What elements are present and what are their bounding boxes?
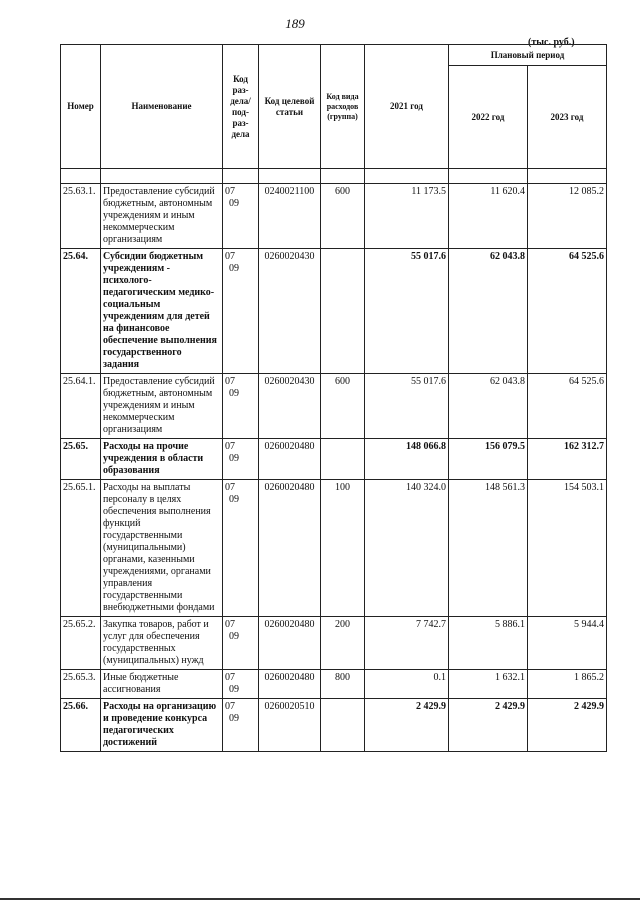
row-target-code: 0260020430 xyxy=(259,249,321,374)
units-note: (тыс. руб.) xyxy=(528,37,575,48)
row-value-2022: 62 043.8 xyxy=(449,374,528,439)
row-value-2022: 156 079.5 xyxy=(449,439,528,480)
header-number: Номер xyxy=(61,45,101,169)
razdel-code: 07 xyxy=(225,482,235,493)
row-value-2022: 148 561.3 xyxy=(449,480,528,617)
row-expense-type: 100 xyxy=(321,480,365,617)
podrazdel-code: 09 xyxy=(229,494,239,505)
row-value-2021: 148 066.8 xyxy=(365,439,449,480)
razdel-code: 07 xyxy=(225,376,235,387)
podrazdel-code: 09 xyxy=(229,388,239,399)
header-spacer xyxy=(61,169,607,184)
podrazdel-code: 09 xyxy=(229,263,239,274)
row-name: Субсидии бюджетным учреждениям - психолого-педагогическим медико-социальным учреждениям для детей на финансовое обеспечение выполнения государственного задания xyxy=(101,249,223,374)
table-row xyxy=(61,480,607,617)
row-value-2023: 64 525.6 xyxy=(528,374,607,439)
row-number: 25.65. xyxy=(61,439,101,480)
row-expense-type xyxy=(321,249,365,374)
row-section-code xyxy=(223,374,259,439)
row-value-2023: 2 429.9 xyxy=(528,699,607,752)
row-value-2023: 154 503.1 xyxy=(528,480,607,617)
table-row xyxy=(61,670,607,699)
razdel-code: 07 xyxy=(225,441,235,452)
header-year-2022: 2022 год xyxy=(449,66,528,169)
table-row xyxy=(61,439,607,480)
table-row xyxy=(61,249,607,374)
row-expense-type xyxy=(321,699,365,752)
row-number: 25.64.1. xyxy=(61,374,101,439)
row-name: Закупка товаров, работ и услуг для обеспечения государственных (муниципальных) нужд xyxy=(101,617,223,670)
row-number: 25.64. xyxy=(61,249,101,374)
row-section-code xyxy=(223,184,259,249)
razdel-code: 07 xyxy=(225,186,235,197)
row-name: Иные бюджетные ассигнования xyxy=(101,670,223,699)
row-value-2022: 62 043.8 xyxy=(449,249,528,374)
row-name: Расходы на организацию и проведение конкурса педагогических достижений xyxy=(101,699,223,752)
header-year-2023: 2023 год xyxy=(528,66,607,169)
razdel-code: 07 xyxy=(225,701,235,712)
row-value-2022: 5 886.1 xyxy=(449,617,528,670)
row-value-2021: 55 017.6 xyxy=(365,374,449,439)
row-section-code xyxy=(223,670,259,699)
row-target-code: 0260020510 xyxy=(259,699,321,752)
row-target-code: 0260020480 xyxy=(259,617,321,670)
podrazdel-code: 09 xyxy=(229,713,239,724)
row-value-2021: 55 017.6 xyxy=(365,249,449,374)
bottom-border xyxy=(0,898,640,900)
budget-table xyxy=(60,44,607,752)
row-value-2023: 1 865.2 xyxy=(528,670,607,699)
table-row xyxy=(61,617,607,670)
row-target-code: 0260020480 xyxy=(259,480,321,617)
podrazdel-code: 09 xyxy=(229,198,239,209)
row-value-2021: 140 324.0 xyxy=(365,480,449,617)
table-body xyxy=(61,184,607,752)
row-value-2021: 2 429.9 xyxy=(365,699,449,752)
podrazdel-code: 09 xyxy=(229,684,239,695)
row-expense-type: 600 xyxy=(321,184,365,249)
row-number: 25.65.3. xyxy=(61,670,101,699)
table-row xyxy=(61,699,607,752)
table-row xyxy=(61,184,607,249)
podrazdel-code: 09 xyxy=(229,631,239,642)
row-number: 25.65.1. xyxy=(61,480,101,617)
row-expense-type: 600 xyxy=(321,374,365,439)
row-name: Предоставление субсидий бюджетным, автономным учреждениям и иным некоммерческим организациям xyxy=(101,374,223,439)
row-number: 25.65.2. xyxy=(61,617,101,670)
header-plan-period: Плановый период xyxy=(449,45,607,66)
row-value-2023: 64 525.6 xyxy=(528,249,607,374)
row-expense-type: 200 xyxy=(321,617,365,670)
row-section-code xyxy=(223,617,259,670)
row-section-code xyxy=(223,699,259,752)
row-target-code: 0260020480 xyxy=(259,670,321,699)
row-value-2021: 11 173.5 xyxy=(365,184,449,249)
row-target-code: 0260020430 xyxy=(259,374,321,439)
razdel-code: 07 xyxy=(225,672,235,683)
row-name: Предоставление субсидий бюджетным, автономным учреждениям и иным некоммерческим организациям xyxy=(101,184,223,249)
table-header xyxy=(61,45,607,184)
page-number: 189 xyxy=(285,16,305,31)
row-section-code xyxy=(223,480,259,617)
razdel-code: 07 xyxy=(225,619,235,630)
row-expense-type: 800 xyxy=(321,670,365,699)
row-number: 25.63.1. xyxy=(61,184,101,249)
row-section-code xyxy=(223,249,259,374)
header-section-code: Код раз-дела/ под-раз-дела xyxy=(223,45,259,169)
header-year-2021: 2021 год xyxy=(365,45,449,169)
header-name: Наименование xyxy=(101,45,223,169)
row-number: 25.66. xyxy=(61,699,101,752)
row-target-code: 0240021100 xyxy=(259,184,321,249)
razdel-code: 07 xyxy=(225,251,235,262)
row-target-code: 0260020480 xyxy=(259,439,321,480)
row-value-2021: 0.1 xyxy=(365,670,449,699)
row-value-2023: 5 944.4 xyxy=(528,617,607,670)
header-target-code: Код целевой статьи xyxy=(259,45,321,169)
row-name: Расходы на прочие учреждения в области образования xyxy=(101,439,223,480)
table-row xyxy=(61,374,607,439)
row-value-2022: 2 429.9 xyxy=(449,699,528,752)
row-value-2022: 11 620.4 xyxy=(449,184,528,249)
header-expense-type: Код вида расходов (группа) xyxy=(321,45,365,169)
row-value-2023: 12 085.2 xyxy=(528,184,607,249)
row-expense-type xyxy=(321,439,365,480)
row-value-2023: 162 312.7 xyxy=(528,439,607,480)
row-section-code xyxy=(223,439,259,480)
podrazdel-code: 09 xyxy=(229,453,239,464)
row-value-2021: 7 742.7 xyxy=(365,617,449,670)
row-value-2022: 1 632.1 xyxy=(449,670,528,699)
row-name: Расходы на выплаты персоналу в целях обеспечения выполнения функций государственными (муниципальными) органами, казенными учреждениями, органами управления государственными внебюджетными фондами xyxy=(101,480,223,617)
